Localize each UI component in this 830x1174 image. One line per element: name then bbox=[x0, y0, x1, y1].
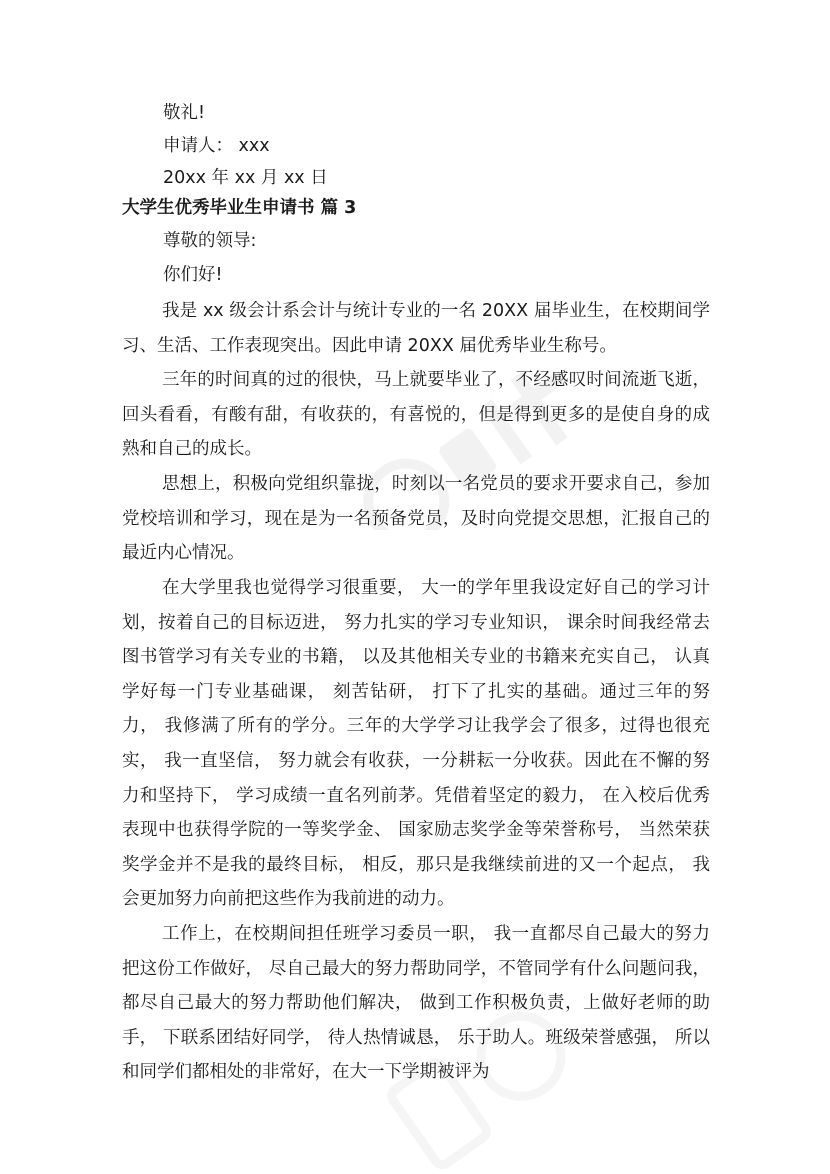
section-title: 大学生优秀毕业生申请书 篇 3 bbox=[122, 198, 357, 218]
closing-salute: 敬礼! bbox=[163, 103, 206, 123]
paragraph-intro: 我是 xx 级会计系会计与统计专业的一名 20XX 届毕业生，在校期间学习、生活、工作表现突出。因此申请 20XX 届优秀毕业生称号。 bbox=[122, 301, 710, 356]
greeting-recipient: 尊敬的领导: bbox=[163, 231, 257, 251]
paragraph-study: 在大学里我也觉得学习很重要， 大一的学年里我设定好自己的学习计划，按着自己的目标迈进， 努力扎实的学习专业知识， 课余时间我经常去图书管学习有关专业的书籍， 以及其他相关专业的书籍来充实自己， 认真学好每一门专业基础课， 刻苦钻研， 打下了扎实的基础。通过三年的努力， 我修满了所有的学分。三年的大学学习让我学会了很多，过得也很充实， 我一直坚信， 努力就会有收获，一分耕耘一分收获。因此在不懈的努力和坚持下， 学习成绩一直名列前茅。凭借着坚定的毅力， 在入校后优秀表现中也获得学院的一等奖学金、 国家励志奖学金等荣誉称号， 当然荣获奖学金并不是我的最终目标， 相反，那只是我继续前进的又一个起点， 我会更加努力向前把这些作为我前进的动力。 bbox=[122, 578, 710, 910]
greeting-hello: 你们好! bbox=[163, 265, 223, 285]
applicant-line: 申请人： xxx bbox=[163, 136, 270, 156]
paragraph-ideology: 思想上，积极向党组织靠拢，时刻以一名党员的要求开要求自己，参加党校培训和学习，现在是为一名预备党员，及时向党提交思想，汇报自己的最近内心情况。 bbox=[122, 474, 710, 564]
paragraph-work: 工作上，在校期间担任班学习委员一职， 我一直都尽自己最大的努力把这份工作做好， 尽自己最大的努力帮助同学，不管同学有什么问题问我， 都尽自己最大的努力帮助他们解决， 做到工作积极负责，上做好老师的助手， 下联系团结好同学， 待人热情诚恳， 乐于助人。班级荣誉感强， 所以和同学们都相处的非常好，在大一下学期被评为 bbox=[122, 924, 710, 1083]
date-line: 20xx 年 xx 月 xx 日 bbox=[163, 168, 328, 188]
paragraph-time: 三年的时间真的过的很快，马上就要毕业了，不经感叹时间流逝飞逝，回头看看，有酸有甜，有收获的，有喜悦的，但是得到更多的是使自身的成熟和自己的成长。 bbox=[122, 370, 710, 460]
